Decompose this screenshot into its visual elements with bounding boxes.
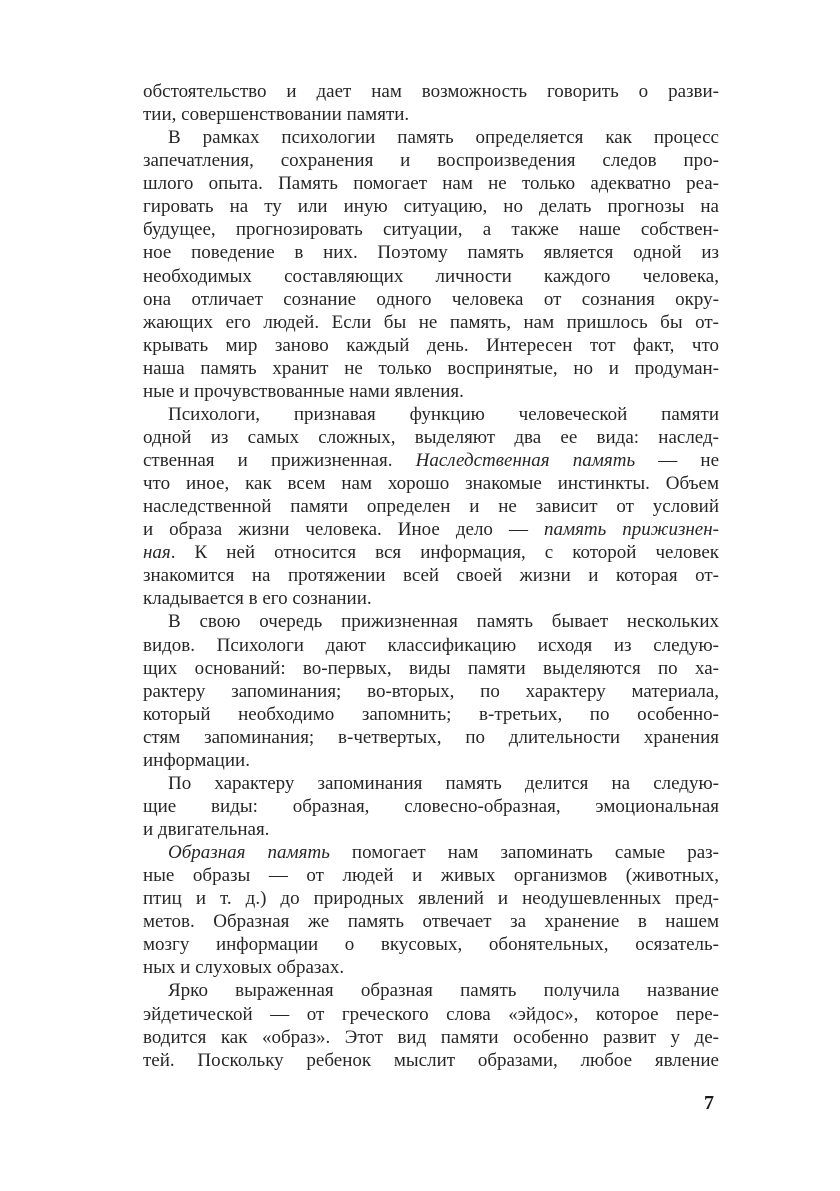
text-run: который необходимо запомнить; в-третьих, по особенно-	[143, 703, 719, 725]
text-run: крывать мир заново каждый день. Интересен тот факт, что	[143, 334, 719, 356]
text-line	[143, 126, 719, 149]
text-line	[143, 426, 719, 449]
paragraph	[143, 80, 719, 126]
text-run: . К ней относится вся информация, с которой человек	[170, 542, 719, 564]
text-line	[143, 1003, 719, 1026]
text-line	[143, 726, 719, 749]
text-line	[143, 311, 719, 334]
text-run: Психологи, признавая функцию человеческой памяти	[168, 403, 719, 425]
italic-term: память прижизнен-	[543, 519, 719, 541]
text-line	[143, 195, 719, 218]
text-line	[143, 80, 719, 103]
text-line	[143, 657, 719, 680]
text-run: гировать на ту или иную ситуацию, но делать прогнозы на	[143, 196, 719, 218]
text-run: ных и слуховых образах.	[143, 957, 345, 979]
text-run: знакомится на протяжении всей своей жизни и которая от-	[143, 565, 719, 587]
text-run: тей. Поскольку ребенок мыслит образами, любое явление	[143, 1049, 719, 1071]
text-run: запечатления, сохранения и воспроизведения следов про-	[143, 150, 719, 172]
text-line	[143, 587, 719, 610]
text-run: будущее, прогнозировать ситуации, а также наше собствен-	[143, 219, 719, 241]
text-line	[143, 772, 719, 795]
text-line	[143, 380, 719, 403]
text-run: и образа жизни человека. Иное дело —	[143, 519, 544, 541]
text-run: шлого опыта. Память помогает нам не только адекватно реа-	[143, 173, 719, 195]
text-line	[143, 218, 719, 241]
text-line	[143, 933, 719, 956]
text-line	[143, 357, 719, 380]
text-run: рактеру запоминания; во-вторых, по характеру материала,	[143, 680, 719, 702]
text-line	[143, 703, 719, 726]
text-line	[143, 956, 719, 979]
text-line	[143, 564, 719, 587]
text-run: помогает нам запоминать самые раз-	[329, 842, 719, 864]
text-run: ные и прочувствованные нами явления.	[143, 380, 464, 402]
paragraph	[143, 610, 719, 771]
text-line	[143, 1049, 719, 1072]
page-body	[143, 80, 719, 1072]
text-line	[143, 610, 719, 633]
text-run: она отличает сознание одного человека от сознания окру-	[143, 288, 719, 310]
italic-term: Образная память	[168, 842, 330, 864]
text-run: ственная и прижизненная.	[143, 450, 416, 471]
paragraph	[143, 126, 719, 403]
text-line	[143, 680, 719, 703]
text-line	[143, 887, 719, 910]
text-line	[143, 334, 719, 357]
paragraph	[143, 841, 719, 979]
text-run: и двигательная.	[143, 819, 270, 840]
text-run: Ярко выраженная образная память получила название	[168, 980, 719, 1002]
text-run: видов. Психологи дают классификацию исходя из следую-	[143, 634, 719, 656]
italic-term: Наследственная память	[415, 450, 636, 471]
text-run: В свою очередь прижизненная память бывает нескольких	[168, 611, 719, 633]
text-line	[143, 172, 719, 195]
text-line	[143, 634, 719, 657]
text-run: По характеру запоминания память делится на следую-	[168, 772, 719, 794]
text-run: одной из самых сложных, выделяют два ее вида: наслед-	[143, 426, 719, 448]
text-run: что иное, как всем нам хорошо знакомые инстинкты. Объем	[143, 473, 719, 495]
text-line	[143, 910, 719, 933]
italic-term: ная	[143, 542, 171, 564]
text-run: эйдетической — от греческого слова «эйдос», которое пере-	[143, 1003, 719, 1025]
text-run: щих оснований: во-первых, виды памяти выделяются по ха-	[143, 657, 719, 679]
text-line	[143, 841, 719, 864]
text-line	[143, 749, 719, 772]
text-run: обстоятельство и дает нам возможность говорить о разви-	[143, 81, 719, 102]
text-run: информации.	[143, 749, 250, 771]
text-line	[143, 149, 719, 172]
text-run: стям запоминания; в-четвертых, по длительности хранения	[143, 726, 719, 748]
text-line	[143, 818, 719, 841]
text-line	[143, 979, 719, 1002]
text-run: необходимых составляющих личности каждого человека,	[143, 265, 719, 287]
text-line	[143, 795, 719, 818]
page-number: 7	[704, 1092, 714, 1114]
text-run: мозгу информации о вкусовых, обонятельных, осязатель-	[143, 934, 719, 956]
text-run: наследственной памяти определен и не зависит от условий	[143, 496, 719, 518]
text-run: жающих его людей. Если бы не память, нам пришлось бы от-	[143, 311, 719, 333]
text-line	[143, 495, 719, 518]
text-run: — не	[635, 450, 719, 471]
text-run: кладывается в его сознании.	[143, 588, 372, 610]
paragraph	[143, 403, 719, 611]
text-line	[143, 518, 719, 541]
text-line	[143, 241, 719, 264]
text-run: метов. Образная же память отвечает за хранение в нашем	[143, 911, 719, 933]
text-run: тии, совершенствовании памяти.	[143, 104, 410, 126]
text-line	[143, 288, 719, 311]
text-run: водится как «образ». Этот вид памяти особенно развит у де-	[143, 1026, 719, 1048]
paragraph	[143, 772, 719, 841]
text-line	[143, 1026, 719, 1049]
text-line	[143, 541, 719, 564]
text-run: ное поведение в них. Поэтому память является одной из	[143, 242, 719, 264]
text-run: ные образы — от людей и живых организмов (животных,	[143, 865, 719, 887]
text-line	[143, 103, 719, 126]
text-run: птиц и т. д.) до природных явлений и неодушевленных пред-	[143, 888, 719, 910]
text-run: В рамках психологии память определяется как процесс	[168, 127, 719, 149]
text-line	[143, 265, 719, 288]
text-line	[143, 864, 719, 887]
text-line	[143, 472, 719, 495]
text-run: наша память хранит не только воспринятые, но и продуман-	[143, 357, 719, 379]
paragraph	[143, 979, 719, 1071]
text-run: щие виды: образная, словесно-образная, эмоциональная	[143, 795, 719, 817]
text-line	[143, 449, 719, 472]
text-line	[143, 403, 719, 426]
